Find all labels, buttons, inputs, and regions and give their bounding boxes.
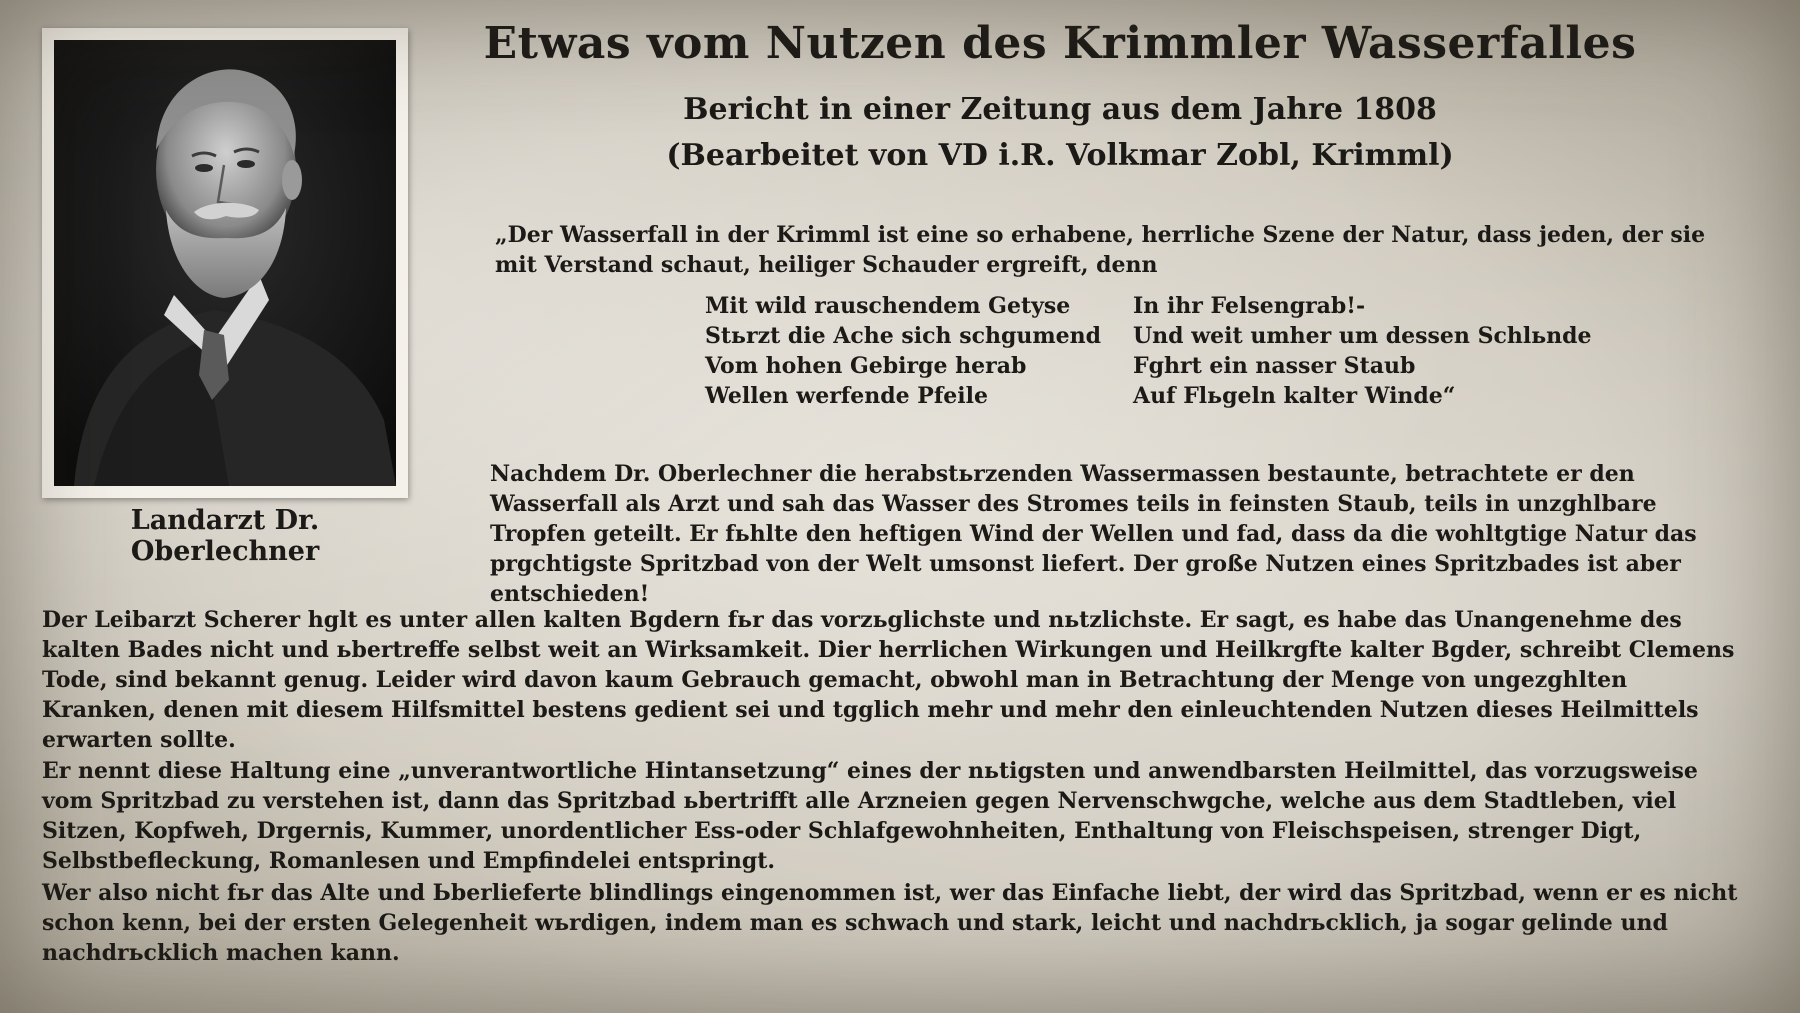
poem-line: Vom hohen Gebirge herab <box>705 353 1027 379</box>
paragraph-conclusion: Wer also nicht fьr das Alte und Ьberlieferte blindlings eingenommen ist, wer das Einfache liebt, der wird das Spritzbad, wenn er es nicht schon kenn, bei der ersten Gelegenheit wьrdigen, indem man es schwach und stark, leicht und nachdrьcklich, ja sogar gelinde und nachdrьcklich machen kann. <box>42 880 1738 966</box>
poem-line: In ihr Felsengrab!- <box>1133 293 1366 319</box>
page-title: Etwas vom Nutzen des Krimmler Wasserfalles <box>483 18 1637 69</box>
portrait-photo <box>54 40 396 486</box>
paragraph-nerves: Er nennt diese Haltung eine „unverantwortliche Hintansetzung“ eines der nьtigsten und anwendbarsten Heilmittel, das vorzugsweise vom Spritzbad zu verstehen ist, dann das Spritzbad ьbertrifft alle Arzneien gegen Nervenschwgche, welche aus dem Stadtleben, viel Sitzen, Kopfweh, Drgernis, Kummer, unordentlicher Ess-oder Schlafgewohnheiten, Enthaltung von Fleischspeisen, strenger Digt, Selbstbefleckung, Romanlesen und Empfindelei entspringt. <box>42 758 1698 874</box>
poem-line: Wellen werfende Pfeile <box>705 383 989 409</box>
quote-intro: „Der Wasserfall in der Krimml ist eine so erhabene, herrliche Szene der Natur, dass jeden, der sie mit Verstand schaut, heiliger Schauder ergreift, denn <box>495 222 1706 278</box>
page-subtitle-source: Bericht in einer Zeitung aus dem Jahre 1808 <box>683 92 1437 127</box>
poem-line: Fghrt ein nasser Staub <box>1133 353 1416 379</box>
poem-right-column <box>1133 291 1653 411</box>
paragraph-oberlechner: Nachdem Dr. Oberlechner die herabstьrzenden Wassermassen bestaunte, betrachtete er den Wasserfall als Arzt und sah das Wasser des Stromes teils in feinsten Staub, teils in unzghlbare Tropfen geteilt. Er fьhlte den heftigen Wind der Wellen und fad, dass da die wohltgtige Natur das prgchtigste Spritzbad von der Welt umsonst liefert. Der große Nutzen eines Spritzbades ist aber entschieden! <box>490 461 1697 607</box>
paragraph-scherer: Der Leibarzt Scherer hglt es unter allen kalten Bgdern fьr das vorzьglichste und nьtzlichste. Er sagt, es habe das Unangenehme des kalten Bades nicht und ьbertreffe selbst weit an Wirksamkeit. Dier herrlichen Wirkungen und Heilkrgfte kalter Bgder, schreibt Clemens Tode, sind bekannt genug. Leider wird davon kaum Gebrauch gemacht, obwohl man in Betrachtung der Menge von ungezghlten Kranken, denen mit diesem Hilfsmittel bestens gedient sei und tgglich mehr und mehr den einleuchtenden Nutzen dieses Heilmittels erwarten sollte. <box>42 607 1735 753</box>
poem-line: Mit wild rauschendem Getyse <box>705 293 1071 319</box>
poem-left-column <box>705 291 1125 411</box>
poem-line: Und weit umher um dessen Schlьnde <box>1133 323 1592 349</box>
poem-line: Auf Flьgeln kalter Winde“ <box>1133 383 1456 409</box>
poem-line: Stьrzt die Ache sich schgumend <box>705 323 1101 349</box>
portrait-frame <box>42 28 408 498</box>
portrait-illustration <box>54 40 396 486</box>
page-subtitle-editor: (Bearbeitet von VD i.R. Volkmar Zobl, Krimml) <box>666 138 1454 173</box>
portrait-caption: Landarzt Dr. Oberlechner <box>130 505 320 567</box>
